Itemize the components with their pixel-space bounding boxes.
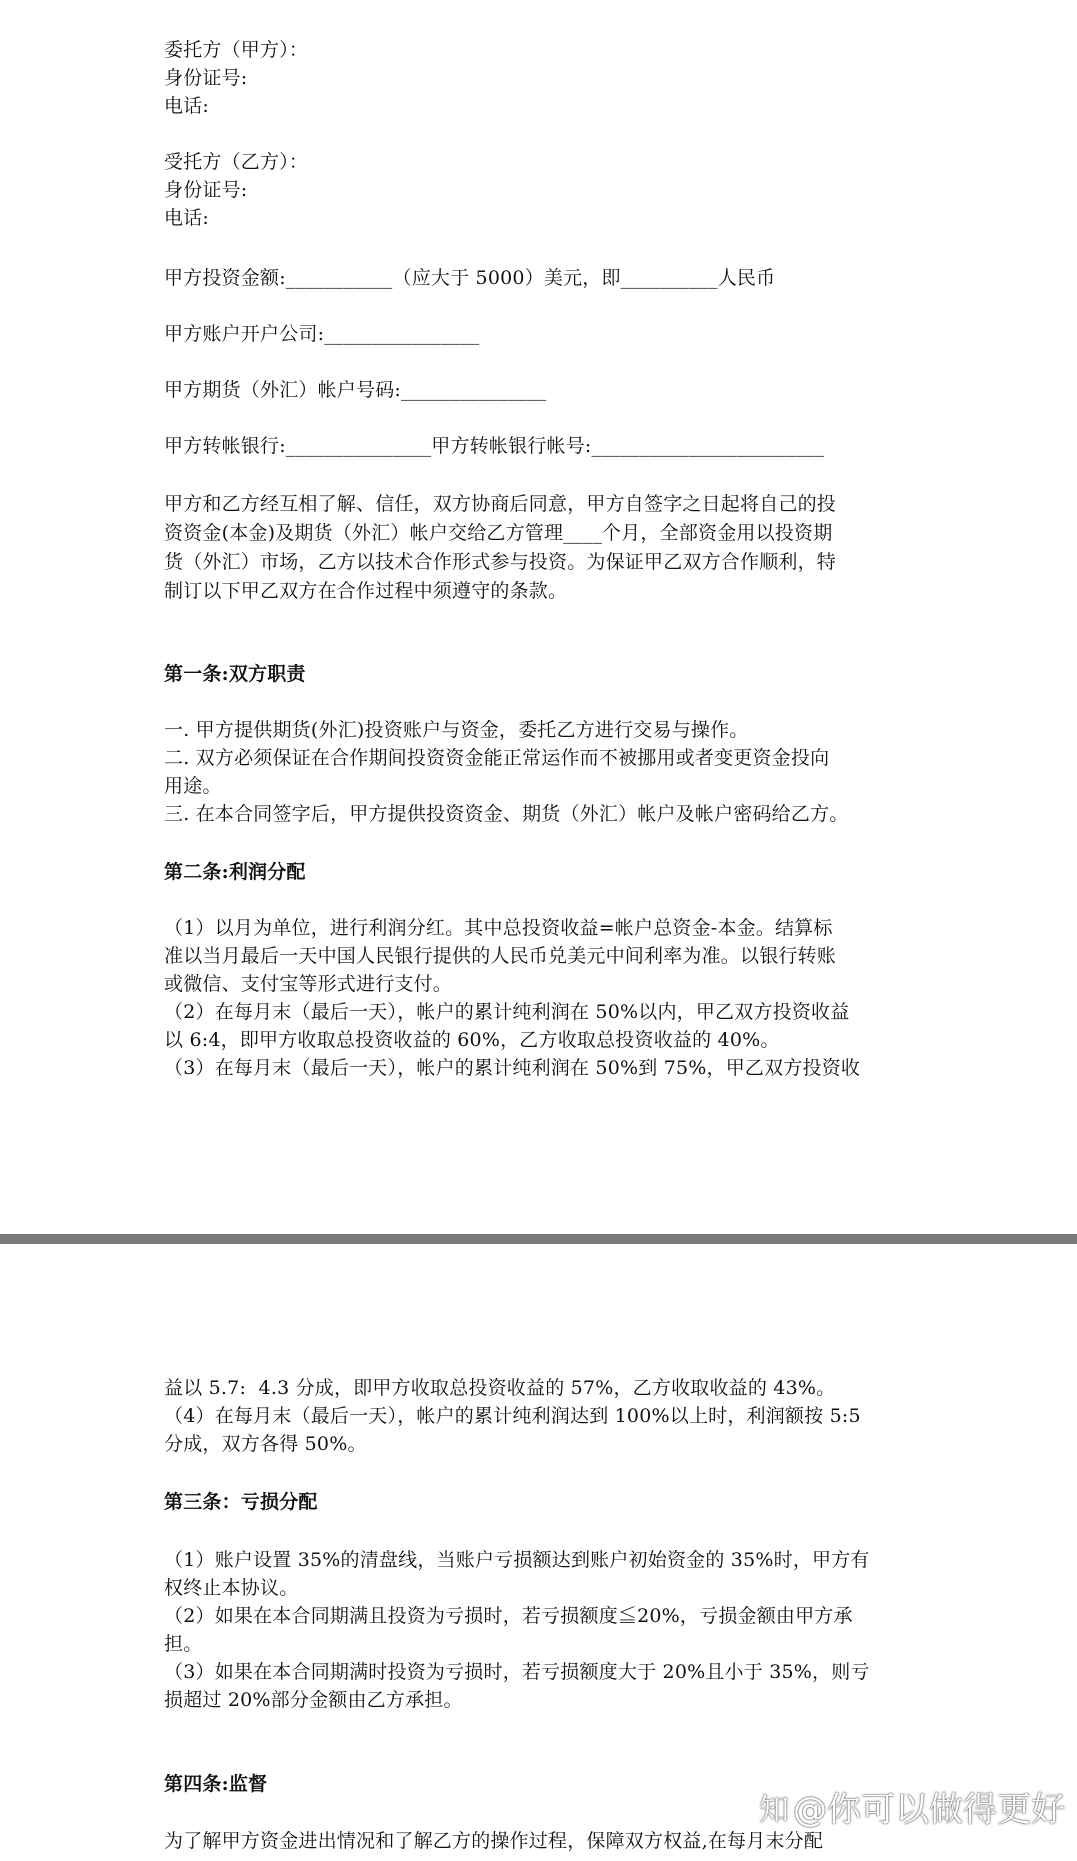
watermark-text: @你可以做得更好 [793,1790,1065,1830]
article2-cont-line: 分成，双方各得 50%。 [164,1433,367,1455]
article4-line: 为了解甲方资金进出情况和了解乙方的操作过程，保障双方权益,在每月末分配 [164,1830,824,1852]
article2-cont-line: 益以 5.7: 4.3 分成，即甲方收取总投资收益的 57%，乙方收取收益的 43%。 [164,1377,836,1399]
article2-cont-line: （4）在每月末（最后一天），帐户的累计纯利润达到 100%以上时，利润额按 5:5 [164,1405,861,1427]
document-page-2 [0,1244,1077,1861]
article3-line: 担。 [164,1633,203,1655]
article2-line: 以 6:4，即甲方收取总投资收益的 60%，乙方收取总投资收益的 40%。 [164,1029,780,1051]
intro-line: 甲方和乙方经互相了解、信任，双方协商后同意，甲方自签字之日起将自己的投 [164,493,837,515]
zhihu-watermark [759,1782,1065,1831]
article3-line: 损超过 20%部分金额由乙方承担。 [164,1689,463,1711]
article3-line: 权终止本协议。 [164,1577,299,1599]
article1-line: 用途。 [164,775,222,797]
intro-line: 制订以下甲乙双方在合作过程中须遵守的条款。 [164,580,568,602]
party-b-phone: 电话: [164,207,210,229]
transfer-bank-field: 甲方转帐银行:_______________甲方转帐银行帐号:________________________ [164,435,825,457]
party-a-id: 身份证号: [164,67,248,89]
article2-line: （1）以月为单位，进行利润分红。其中总投资收益=帐户总资金-本金。结算标 [164,917,833,939]
article2-line: （3）在每月末（最后一天），帐户的累计纯利润在 50%到 75%，甲乙双方投资收 [164,1057,861,1079]
futures-account-field: 甲方期货（外汇）帐户号码:_______________ [164,379,547,401]
article2-heading: 第二条:利润分配 [164,861,306,883]
article3-line: （3）如果在本合同期满时投资为亏损时，若亏损额度大于 20%且小于 35%，则亏 [164,1661,870,1683]
article1-line: 二. 双方必须保证在合作期间投资资金能正常运作而不被挪用或者变更资金投向 [164,747,830,769]
article3-line: （2）如果在本合同期满且投资为亏损时，若亏损额度≦20%，亏损金额由甲方承 [164,1605,853,1627]
zhihu-logo-icon: 知 [759,1792,789,1828]
article3-heading: 第三条：亏损分配 [164,1491,318,1513]
page-separator [0,1234,1077,1244]
party-b-id: 身份证号: [164,179,248,201]
article1-line: 一. 甲方提供期货(外汇)投资账户与资金，委托乙方进行交易与操作。 [164,719,749,741]
party-b-label: 受托方（乙方）： [164,151,309,173]
article2-line: 准以当月最后一天中国人民银行提供的人民币兑美元中间利率为准。以银行转账 [164,945,837,967]
account-company-field: 甲方账户开户公司:________________ [164,323,480,345]
party-a-label: 委托方（甲方）： [164,39,309,61]
intro-line: 资资金(本金)及期货（外汇）帐户交给乙方管理____个月，全部资金用以投资期 [164,522,833,544]
article2-line: （2）在每月末（最后一天），帐户的累计纯利润在 50%以内，甲乙双方投资收益 [164,1001,850,1023]
article4-heading: 第四条:监督 [164,1773,268,1795]
party-a-phone: 电话: [164,95,210,117]
intro-line: 货（外汇）市场，乙方以技术合作形式参与投资。为保证甲乙双方合作顺利，特 [164,551,837,573]
article2-line: 或微信、支付宝等形式进行支付。 [164,973,453,995]
article1-line: 三. 在本合同签字后，甲方提供投资资金、期货（外汇）帐户及帐户密码给乙方。 [164,803,849,825]
investment-amount-field: 甲方投资金额:___________（应大于 5000）美元，即__________人民币 [164,267,776,289]
article3-line: （1）账户设置 35%的清盘线，当账户亏损额达到账户初始资金的 35%时，甲方有 [164,1549,870,1571]
article1-heading: 第一条:双方职责 [164,663,306,685]
